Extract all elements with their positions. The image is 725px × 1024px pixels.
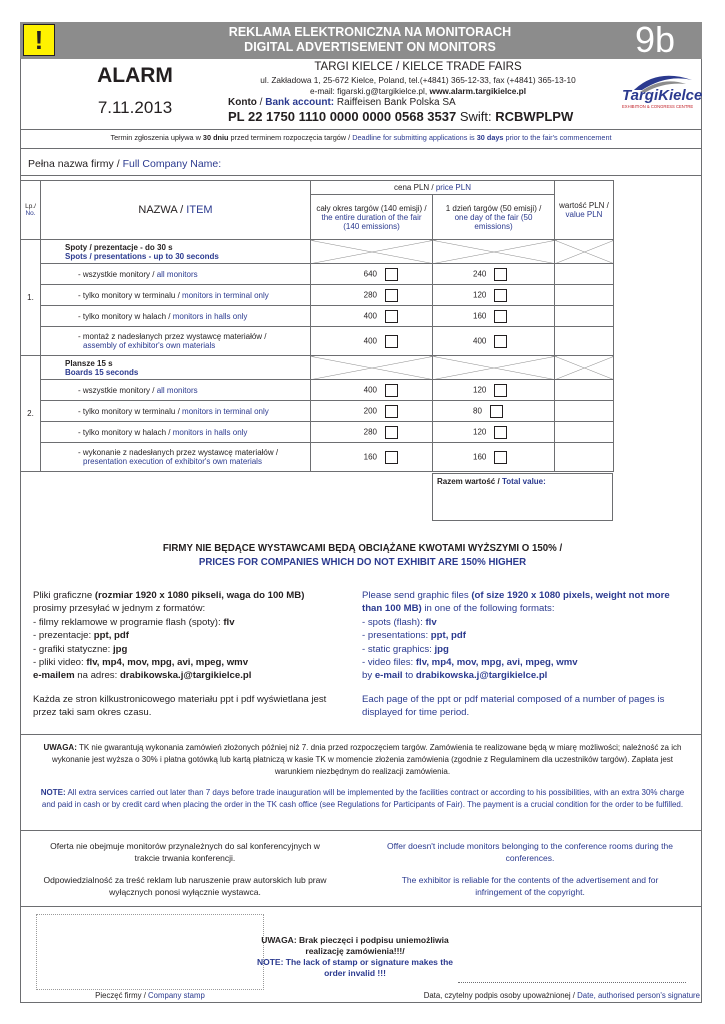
table-row	[21, 422, 614, 443]
files-pl-p2: Każda ze stron kilkustronicowego materiału ppt i pdf wyświetlana jest przez taki sam okres czasu.	[33, 693, 327, 719]
account-label-pl: Konto	[228, 97, 257, 108]
files-en-l4a: - presentations:	[362, 630, 431, 642]
lp-header	[21, 181, 41, 240]
files-pl-l4a: - prezentacje:	[33, 630, 94, 642]
price-day	[433, 401, 555, 422]
select-checkbox[interactable]	[385, 451, 398, 464]
row-label-en: assembly of exhibitor's own materials	[83, 341, 216, 350]
empty-cell	[555, 240, 614, 264]
select-checkbox[interactable]	[494, 268, 507, 281]
files-en-l1c: in one of the following formats:	[421, 603, 555, 615]
fair-date: 7.11.2013	[97, 98, 173, 117]
section-title-pl: Spoty / prezentacje - do 30 s	[65, 242, 173, 252]
company-name-field[interactable]	[28, 158, 221, 170]
divider	[20, 175, 702, 176]
warning-icon: !	[23, 24, 55, 56]
price-day	[433, 285, 555, 306]
price-value: 160	[363, 452, 377, 462]
surcharge-note	[20, 542, 725, 570]
col-full-header	[311, 195, 433, 240]
condition-pl-2: Odpowiedzialność za treść reklam lub naruszenie praw autorskich lub praw wyłącznych ponosi wyłącznie wystawca.	[43, 875, 327, 897]
deadline-sep: /	[348, 133, 351, 142]
deadline-note	[20, 133, 702, 142]
table-row	[21, 306, 614, 327]
row-label-pl: - tylko monitory w terminalu /	[78, 406, 180, 416]
price-day	[433, 443, 555, 472]
files-en-l7a: by	[362, 670, 375, 682]
deadline-en-a: Deadline for submitting applications is	[352, 133, 475, 142]
logo-swoosh-icon	[612, 70, 702, 115]
col1-pl: cały okres targów (140 emisji) /	[316, 203, 427, 213]
value-header	[555, 181, 614, 240]
section-number: 1.	[21, 240, 41, 356]
row-label	[41, 422, 311, 443]
price-day	[433, 306, 555, 327]
select-checkbox[interactable]	[494, 451, 507, 464]
price-value: 280	[363, 427, 377, 437]
company-label-en: Full Company Name:	[122, 158, 222, 170]
divider	[20, 129, 702, 130]
files-pl-l7b: na adres:	[74, 670, 120, 682]
files-en-l6a: - video files:	[362, 657, 416, 669]
condition-en-1: Offer doesn't include monitors belonging to the conference rooms during the conferences.	[387, 841, 673, 863]
notice-text-pl: TK nie gwarantują wykonania zamówień złożonych później niż 7. dnia przed rozpoczęciem targów. Zamówienia te realizowane będą w miarę możliwości; należność za ich wykonanie jest wyższa o 30% i płatna gotówką lub kartą płatniczą w kasie TK w momencie złożenia zamówienia (zgodnie z Regulaminem dla uczestników targów). Zapłata jest warunkiem niezbędnym do realizacji zamówienia.	[51, 743, 682, 776]
divider	[20, 148, 702, 149]
price-pl: cena PLN	[394, 183, 430, 192]
files-en-l3b: flv	[425, 616, 437, 628]
item-header: NAZWA / ITEM	[41, 181, 311, 240]
price-full	[311, 443, 433, 472]
notice-label-pl: UWAGA:	[43, 743, 77, 752]
company-label-pl: Pełna nazwa firmy	[28, 158, 114, 170]
select-checkbox[interactable]	[385, 268, 398, 281]
iban: PL 22 1750 1110 0000 0000 0568 3537	[228, 109, 457, 124]
value-cell[interactable]	[555, 264, 614, 285]
files-en-email: drabikowska.j@targikielce.pl	[415, 670, 548, 682]
item-en: ITEM	[186, 204, 213, 216]
price-full	[311, 422, 433, 443]
lp-pl: Lp./	[25, 203, 36, 210]
signature-caption-pl: Data, czytelny podpis osoby upoważnionej	[423, 991, 571, 1000]
row-label-en: monitors in halls only	[172, 311, 248, 321]
price-header: cena PLN / price PLN	[311, 181, 555, 195]
price-value: 640	[363, 269, 377, 279]
select-checkbox[interactable]	[385, 426, 398, 439]
row-label	[41, 306, 311, 327]
table-row	[21, 401, 614, 422]
pricing-table	[20, 180, 614, 472]
table-row	[21, 264, 614, 285]
empty-cell	[433, 240, 555, 264]
select-checkbox[interactable]	[494, 384, 507, 397]
files-pl-l4b: ppt, pdf	[93, 630, 129, 642]
price-value: 280	[363, 290, 377, 300]
surcharge-pl: FIRMY NIE BĘDĄCE WYSTAWCAMI BĘDĄ OBCIĄŻANE KWOTAMI WYŻSZYMI O 150% /	[162, 543, 563, 554]
value-pl: wartość PLN /	[559, 201, 609, 210]
stamp-caption-sep: /	[143, 991, 146, 1000]
deadline-pl-a: Termin zgłoszenia upływa w	[110, 133, 201, 142]
files-pl-l7a: e-mailem	[33, 670, 75, 682]
price-value: 200	[363, 406, 377, 416]
files-pl-l3b: flv	[223, 616, 235, 628]
condition-en-2: The exhibitor is reliable for the contents of the advertisement and for infringement of the copyright.	[401, 875, 659, 897]
signature-caption-en: Date, authorised person's signature	[577, 991, 700, 1000]
bank-name: Raiffeisen Bank Polska SA	[336, 97, 456, 108]
row-label-pl: - tylko monitory w terminalu /	[78, 290, 180, 300]
files-pl-l5a: - grafiki statyczne:	[33, 643, 113, 655]
surcharge-en: PRICES FOR COMPANIES WHICH DO NOT EXHIBIT ARE 150% HIGHER	[198, 557, 527, 568]
price-value: 120	[473, 385, 487, 395]
row-label-pl: - wykonanie z nadesłanych przez wystawcę materiałów /	[78, 448, 279, 457]
select-checkbox[interactable]	[494, 335, 507, 348]
price-day	[433, 327, 555, 356]
organizer-website: www.alarm.targikielce.pl	[429, 86, 527, 96]
total-value-box[interactable]	[432, 473, 613, 521]
section-title-pl: Plansze 15 s	[65, 358, 113, 368]
fair-name: ALARM	[97, 64, 173, 87]
files-en-l6b: flv, mp4, mov, mpg, avi, mpeg, wmv	[415, 657, 578, 669]
select-checkbox[interactable]	[385, 310, 398, 323]
empty-cell	[555, 356, 614, 380]
row-label-en: monitors in halls only	[172, 427, 248, 437]
select-checkbox[interactable]	[385, 335, 398, 348]
row-label-en: monitors in terminal only	[182, 290, 269, 300]
value-cell[interactable]	[555, 285, 614, 306]
row-label-en: monitors in terminal only	[182, 406, 269, 416]
stamp-caption-en: Company stamp	[148, 991, 205, 1000]
price-value: 160	[473, 452, 487, 462]
row-label	[41, 327, 311, 356]
section-title-en: Spots / presentations - up to 30 seconds	[65, 251, 219, 261]
table-row	[21, 285, 614, 306]
organizer-name: TARGI KIELCE / KIELCE TRADE FAIRS	[314, 61, 522, 73]
price-full	[311, 285, 433, 306]
files-en-l5a: - static graphics:	[362, 643, 435, 655]
files-en-l4b: ppt, pdf	[430, 630, 466, 642]
select-checkbox[interactable]	[494, 289, 507, 302]
deadline-pl-c: przed terminem rozpoczęcia targów	[230, 133, 347, 142]
account-separator: /	[259, 97, 263, 108]
notice-label-en: NOTE:	[40, 788, 66, 797]
table-row	[21, 380, 614, 401]
form-title	[150, 25, 590, 55]
late-order-notice-en	[40, 787, 685, 811]
bank-account-line	[228, 97, 456, 108]
stamp-caption-pl: Pieczęć firmy	[95, 991, 142, 1000]
select-checkbox[interactable]	[385, 405, 398, 418]
select-checkbox[interactable]	[385, 384, 398, 397]
select-checkbox[interactable]	[385, 289, 398, 302]
title-pl: REKLAMA ELEKTRONICZNA NA MONITORACH	[228, 25, 512, 39]
files-pl-email: drabikowska.j@targikielce.pl	[119, 670, 252, 682]
stamp-warning	[250, 935, 460, 979]
price-full	[311, 327, 433, 356]
value-cell[interactable]	[555, 401, 614, 422]
row-label	[41, 401, 311, 422]
section-title	[41, 240, 311, 264]
files-en-l7c: to	[402, 670, 416, 682]
value-cell[interactable]	[555, 443, 614, 472]
price-value: 400	[363, 385, 377, 395]
files-pl-l5b: jpg	[112, 643, 128, 655]
files-pl-l6b: flv, mp4, mov, mpg, avi, mpeg, wmv	[86, 657, 249, 669]
iban-line	[228, 109, 573, 124]
row-label	[41, 443, 311, 472]
stamp-warning-pl: UWAGA: Brak pieczęci i podpisu uniemożliwia realizację zamówienia!!!/	[261, 935, 449, 956]
company-sep: /	[116, 158, 120, 170]
stamp-caption	[36, 991, 264, 1000]
deadline-en-c: prior to the fair's commencement	[505, 133, 612, 142]
select-checkbox[interactable]	[494, 310, 507, 323]
stamp-warning-en: NOTE: The lack of stamp or signature makes the order invalid !!!	[256, 957, 454, 978]
value-en: value PLN	[565, 210, 603, 219]
price-day	[433, 422, 555, 443]
price-value: 120	[473, 427, 487, 437]
row-label-pl: - wszystkie monitory /	[78, 385, 155, 395]
price-full	[311, 401, 433, 422]
file-requirements-en	[362, 589, 682, 720]
select-checkbox[interactable]	[490, 405, 503, 418]
targi-kielce-logo	[612, 70, 702, 115]
notice-text-en: All extra services carried out later than 7 days before trade inauguration will be implemented by the facilities contract or according to his possibilities, with an extra 30% charge and paid in cash or by credit card when placing the order in the TK cash office (see Regulations for Participants of Fair). The payment is a crucial condition for the order to be fulfilled.	[41, 788, 685, 809]
price-value: 120	[473, 290, 487, 300]
empty-cell	[311, 356, 433, 380]
section-number: 2.	[21, 356, 41, 472]
price-full	[311, 264, 433, 285]
row-label	[41, 264, 311, 285]
deadline-en-b: 30 days	[476, 133, 504, 142]
files-en-l1b: (of size 1920 x 1080 pixels, weight not more than 100 MB)	[362, 590, 670, 615]
files-en-l3a: - spots (flash):	[362, 616, 426, 628]
row-label	[41, 285, 311, 306]
deadline-pl-b: 30 dniu	[202, 133, 229, 142]
swift-label: Swift:	[459, 109, 492, 124]
files-en-l1a: Please send graphic files	[362, 590, 472, 601]
price-value: 80	[473, 406, 482, 416]
condition-pl-1: Oferta nie obejmuje monitorów przynależnych do sal konferencyjnych w trakcie trwania konferencji.	[50, 841, 320, 863]
organizer-address: ul. Zakładowa 1, 25-672 Kielce, Poland, tel.(+4841) 365-12-33, fax (+4841) 365-13-10	[260, 75, 576, 85]
col1-en: the entire duration of the fair (140 emissions)	[321, 212, 422, 231]
price-en: price PLN	[435, 183, 471, 192]
item-pl: NAZWA	[138, 204, 178, 216]
row-label-en: all monitors	[156, 269, 198, 279]
swift-code: RCBWPLPW	[495, 109, 574, 124]
company-stamp-area[interactable]	[36, 914, 264, 990]
value-cell[interactable]	[555, 327, 614, 356]
lp-en: No.	[25, 210, 36, 217]
empty-cell	[311, 240, 433, 264]
total-label-pl: Razem wartość /	[437, 477, 500, 486]
total-label-en: Total value:	[501, 477, 546, 486]
files-pl-l1b: (rozmiar 1920 x 1080 pikseli, waga do 100 MB)	[94, 590, 305, 601]
table-row	[21, 327, 614, 356]
price-full	[311, 380, 433, 401]
select-checkbox[interactable]	[494, 426, 507, 439]
late-order-notice-pl	[40, 742, 685, 777]
form-code: 9b	[635, 19, 676, 60]
price-value: 400	[363, 311, 377, 321]
col2-pl: 1 dzień targów (50 emisji) /	[445, 203, 542, 213]
files-pl-l3a: - filmy reklamowe w programie flash (spoty):	[33, 616, 224, 628]
organizer-contact	[228, 86, 608, 96]
files-en-p2: Each page of the ppt or pdf material composed of a number of pages is displayed for time period.	[362, 693, 665, 719]
row-label-en: all monitors	[156, 385, 198, 395]
files-en-l5b: jpg	[434, 643, 449, 655]
row-label-pl: - tylko monitory w halach /	[78, 427, 171, 437]
price-value: 400	[363, 336, 377, 346]
empty-cell	[433, 356, 555, 380]
files-pl-l2: prosimy przesyłać w jednym z formatów:	[33, 603, 206, 615]
account-label-en: Bank account:	[265, 97, 335, 108]
section-title	[41, 356, 311, 380]
price-value: 240	[473, 269, 487, 279]
row-label-en: presentation execution of exhibitor's own materials	[83, 457, 262, 466]
divider	[20, 830, 702, 831]
value-cell[interactable]	[555, 306, 614, 327]
col-day-header	[433, 195, 555, 240]
table-row	[21, 443, 614, 472]
signature-caption	[385, 991, 700, 1000]
logo-subtitle: EXHIBITION & CONGRESS CENTRE	[622, 104, 694, 109]
files-pl-l6a: - pliki video:	[33, 657, 87, 669]
divider	[20, 734, 702, 735]
file-requirements-pl	[33, 589, 343, 720]
price-day	[433, 380, 555, 401]
price-day	[433, 264, 555, 285]
row-label	[41, 380, 311, 401]
organizer-email: e-mail: figarski.g@targikielce.pl,	[309, 86, 428, 96]
files-pl-l1a: Pliki graficzne	[33, 590, 95, 601]
price-full	[311, 306, 433, 327]
price-value: 400	[473, 336, 487, 346]
signature-caption-sep: /	[572, 991, 575, 1000]
col2-en: one day of the fair (50 emissions)	[454, 212, 533, 231]
row-label-pl: - tylko monitory w halach /	[78, 311, 171, 321]
logo-text: TargiKielce	[622, 87, 702, 104]
value-cell[interactable]	[555, 422, 614, 443]
files-en-l7b: e-mail	[374, 670, 403, 682]
row-label-pl: - montaż z nadesłanych przez wystawcę materiałów /	[78, 332, 267, 341]
price-value: 160	[473, 311, 487, 321]
title-en: DIGITAL ADVERTISEMENT ON MONITORS	[244, 40, 496, 54]
divider	[20, 906, 702, 907]
value-cell[interactable]	[555, 380, 614, 401]
section-title-en: Boards 15 seconds	[65, 367, 139, 377]
row-label-pl: - wszystkie monitory /	[78, 269, 155, 279]
signature-line[interactable]	[458, 982, 686, 983]
